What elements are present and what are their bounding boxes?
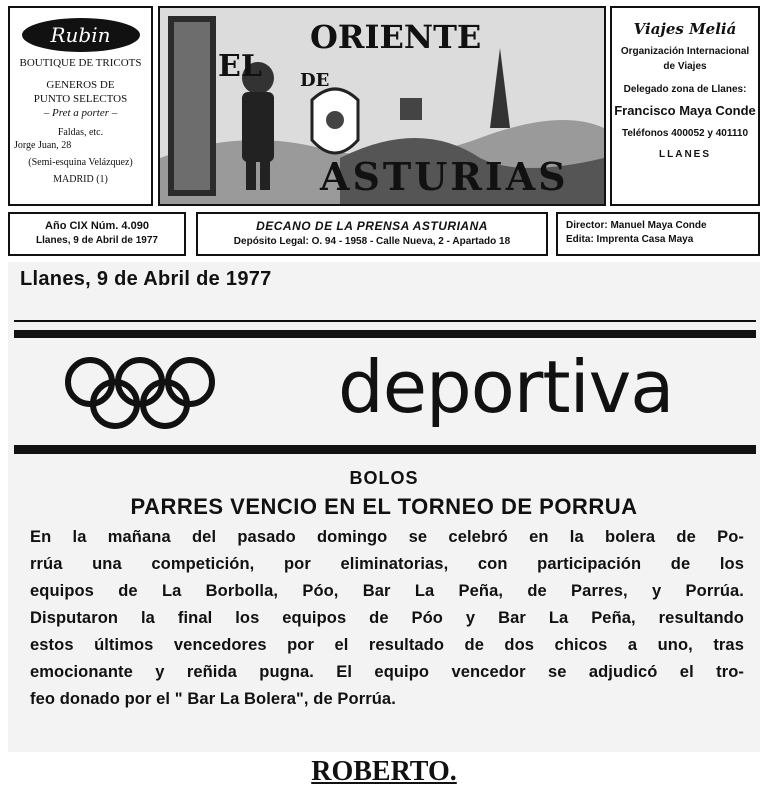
ad-line: de Viajes bbox=[663, 61, 707, 72]
body-line: emocionante y reñida pugna. El equipo vencedor se adjudicó el tro- bbox=[30, 663, 744, 681]
divider bbox=[14, 445, 756, 454]
ad-line: – Pret a porter – bbox=[43, 107, 118, 119]
masthead-title-el: EL bbox=[218, 49, 262, 84]
viajes-melia-brand: Viajes Meliá bbox=[633, 20, 737, 38]
ad-line: GENEROS DE bbox=[46, 79, 115, 91]
article-headline: PARRES VENCIO EN EL TORNEO DE PORRUA bbox=[130, 494, 638, 519]
ad-line: BOUTIQUE DE TRICOTS bbox=[19, 57, 142, 69]
masthead-title-top: ORIENTE bbox=[310, 18, 482, 56]
masthead-title-artwork bbox=[158, 6, 606, 206]
divider bbox=[14, 320, 756, 322]
clipping-date: Llanes, 9 de Abril de 1977 bbox=[20, 268, 272, 290]
issue-number: Año CIX Núm. 4.090 bbox=[45, 220, 149, 232]
author-signature: ROBERTO. bbox=[311, 756, 457, 787]
article-body bbox=[30, 524, 744, 713]
body-line: Disputaron la final los equipos de Póo y Bar La Peña, resultando bbox=[30, 609, 744, 627]
ad-line: Delegado zona de Llanes: bbox=[623, 84, 747, 95]
rubin-logo: Rubin bbox=[22, 18, 140, 52]
city-name: LLANES bbox=[659, 149, 711, 160]
phone-numbers: Teléfonos 400052 y 401110 bbox=[621, 128, 748, 139]
article-kicker: BOLOS bbox=[349, 468, 419, 488]
masthead-title-de: DE bbox=[300, 70, 330, 91]
section-title: deportiva bbox=[338, 345, 674, 429]
legal-deposit: Depósito Legal: O. 94 - 1958 - Calle Nueva, 2 - Apartado 18 bbox=[233, 236, 511, 247]
publication-motto: DECANO DE LA PRENSA ASTURIANA bbox=[256, 219, 488, 233]
ad-line: Faldas, etc. bbox=[57, 127, 104, 138]
body-line: feo donado por el " Bar La Bolera", de Porrúa. bbox=[30, 690, 396, 708]
viajes-melia-advertisement bbox=[610, 6, 760, 206]
body-line: equipos de La Borbolla, Póo, Bar La Peña, de Parres, y Porrúa. bbox=[30, 582, 744, 600]
delegate-name: Francisco Maya Conde bbox=[614, 103, 756, 118]
masthead-illustration bbox=[160, 8, 604, 204]
divider bbox=[14, 330, 756, 338]
ad-line: Jorge Juan, 28 bbox=[14, 140, 72, 151]
editorial-info bbox=[556, 212, 760, 256]
body-line: rrúa una competición, por eliminatorias, con participación de los bbox=[30, 555, 744, 573]
publication-info bbox=[196, 212, 548, 256]
masthead-title-bottom: ASTURIAS bbox=[320, 154, 569, 199]
director: Director: Manuel Maya Conde bbox=[566, 220, 707, 231]
publisher: Edita: Imprenta Casa Maya bbox=[566, 234, 694, 245]
rubin-advertisement bbox=[8, 6, 153, 206]
issue-info bbox=[8, 212, 186, 256]
issue-date: Llanes, 9 de Abril de 1977 bbox=[36, 235, 158, 246]
ad-line: PUNTO SELECTOS bbox=[33, 93, 128, 105]
olympic-rings-icon bbox=[60, 352, 260, 432]
body-line: estos últimos vencedores por el resultado de dos chicos a uno, tras bbox=[30, 636, 744, 654]
ad-line: MADRID (1) bbox=[53, 174, 108, 185]
ad-line: (Semi-esquina Velázquez) bbox=[28, 157, 133, 168]
ad-line: Organización Internacional bbox=[620, 46, 750, 57]
body-line: En la mañana del pasado domingo se celebró en la bolera de Po- bbox=[30, 528, 744, 546]
